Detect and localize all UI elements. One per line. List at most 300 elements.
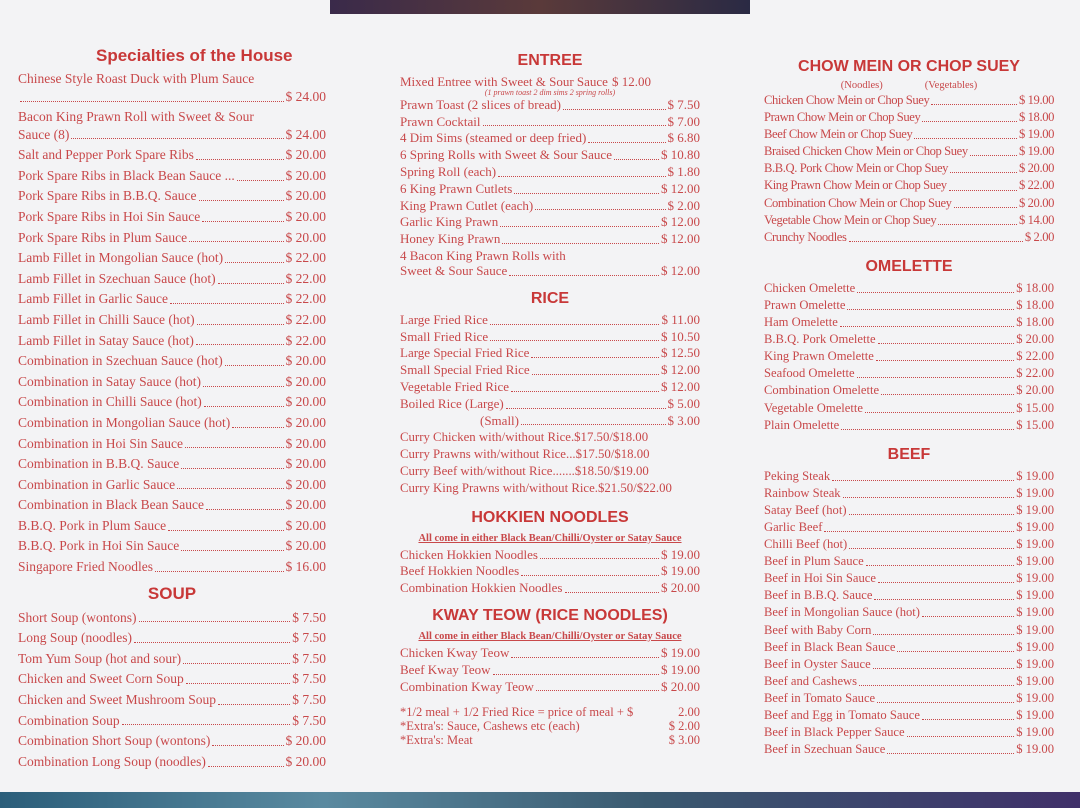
menu-item-name: Vegetable Chow Mein or Chop Suey bbox=[764, 212, 937, 227]
menu-item bbox=[18, 516, 326, 537]
menu-item-name: Prawn Chow Mein or Chop Suey bbox=[764, 110, 921, 125]
menu-item-name: Chicken Hokkien Noodles bbox=[400, 546, 538, 562]
menu-item-price: $ 7.00 bbox=[667, 113, 700, 129]
menu-item-price: $ 10.50 bbox=[661, 328, 700, 344]
menu-item-price: $ 12.00 bbox=[661, 362, 700, 378]
menu-item-price: $ 20.00 bbox=[285, 497, 326, 513]
menu-item-price: $ 19.00 bbox=[1016, 725, 1054, 740]
leader-dots bbox=[950, 172, 1017, 173]
leader-dots bbox=[203, 386, 284, 387]
menu-item-price: $ 12.50 bbox=[661, 345, 700, 361]
specialties-list bbox=[18, 145, 326, 577]
menu-item bbox=[400, 130, 700, 147]
menu-item-name: King Prawn Chow Mein or Chop Suey bbox=[764, 178, 947, 193]
menu-item-price: $ 7.50 bbox=[667, 96, 700, 112]
menu-item bbox=[400, 263, 700, 280]
leader-dots bbox=[155, 571, 284, 572]
menu-item bbox=[400, 97, 700, 114]
leader-dots bbox=[189, 241, 283, 242]
menu-item-price: $ 22.00 bbox=[1016, 366, 1054, 381]
leader-dots bbox=[225, 365, 284, 366]
menu-item-price: $ 2.00 bbox=[668, 719, 700, 734]
menu-item-name: Spring Roll (each) bbox=[400, 163, 497, 179]
omelette-list bbox=[764, 280, 1054, 434]
menu-item bbox=[18, 166, 326, 187]
menu-item bbox=[18, 731, 326, 752]
menu-item-name: 6 King Prawn Cutlets bbox=[400, 180, 513, 196]
menu-item-price: $ 12.00 bbox=[611, 74, 651, 89]
menu-item bbox=[764, 417, 1054, 434]
menu-item-price: $ 20.00 bbox=[1016, 332, 1054, 347]
column-left bbox=[18, 46, 326, 772]
soup-list bbox=[18, 608, 326, 773]
menu-item bbox=[764, 195, 1054, 212]
leader-dots bbox=[181, 550, 283, 551]
menu-item-name: Chicken and Sweet Corn Soup bbox=[18, 671, 184, 687]
leader-dots bbox=[878, 343, 1015, 344]
menu-item bbox=[764, 229, 1054, 246]
menu-item-name: Lamb Fillet in Satay Sauce (hot) bbox=[18, 332, 194, 348]
leader-dots bbox=[218, 704, 290, 705]
menu-item bbox=[764, 348, 1054, 365]
leader-dots bbox=[134, 642, 290, 643]
menu-item-name: Rainbow Steak bbox=[764, 485, 841, 500]
menu-item bbox=[400, 580, 700, 597]
leader-dots bbox=[876, 360, 1014, 361]
menu-item-price: $ 19.00 bbox=[1016, 639, 1054, 654]
menu-item-name: Vegetable Omelette bbox=[764, 400, 863, 415]
leader-dots bbox=[196, 344, 284, 345]
menu-item bbox=[764, 109, 1054, 126]
curry-line: Curry Chicken with/without Rice.$17.50/$18.00 bbox=[400, 430, 649, 445]
menu-item-price: $ 19.00 bbox=[1019, 144, 1054, 159]
menu-item bbox=[764, 382, 1054, 399]
entree-list bbox=[400, 97, 700, 248]
menu-item-price: $ 19.00 bbox=[661, 546, 700, 562]
menu-item-price: $ 19.00 bbox=[1019, 127, 1054, 142]
menu-item-price: $ 19.00 bbox=[1016, 485, 1054, 500]
leader-dots bbox=[20, 101, 284, 102]
menu-item-name: Beef in Szechuan Sauce bbox=[764, 742, 886, 757]
menu-item bbox=[400, 147, 700, 164]
leader-dots bbox=[877, 702, 1014, 703]
curry-line: Curry King Prawns with/without Rice.$21.50/$22.00 bbox=[400, 480, 672, 495]
leader-dots bbox=[881, 394, 1014, 395]
menu-item-price: $ 2.00 bbox=[1024, 229, 1054, 244]
leader-dots bbox=[832, 480, 1014, 481]
menu-item bbox=[18, 289, 326, 310]
menu-item-name: Sauce (8) bbox=[18, 126, 70, 142]
menu-item-name: Pork Spare Ribs in B.B.Q. Sauce bbox=[18, 188, 197, 204]
leader-dots bbox=[954, 207, 1017, 208]
leader-dots bbox=[878, 582, 1014, 583]
menu-item-name: Small Special Fried Rice bbox=[400, 362, 530, 378]
leader-dots bbox=[914, 138, 1017, 139]
menu-item-name: Large Fried Rice bbox=[400, 311, 488, 327]
menu-item bbox=[764, 143, 1054, 160]
menu-item-price: $ 18.00 bbox=[1016, 315, 1054, 330]
menu-item-name: Mixed Entree with Sweet & Sour Sauce bbox=[400, 74, 608, 89]
menu-item-price: $ 19.00 bbox=[1016, 622, 1054, 637]
leader-dots bbox=[938, 224, 1017, 225]
menu-item-name: King Prawn Omelette bbox=[764, 349, 874, 364]
menu-item bbox=[18, 392, 326, 413]
menu-item bbox=[400, 114, 700, 131]
menu-item-price: $ 18.00 bbox=[1019, 110, 1054, 125]
menu-item bbox=[18, 413, 326, 434]
vegetables-label: (Vegetables) bbox=[924, 80, 978, 91]
menu-item bbox=[18, 649, 326, 670]
menu-item-price: $ 20.00 bbox=[285, 229, 326, 245]
menu-item-price: $ 20.00 bbox=[285, 733, 326, 749]
menu-item bbox=[400, 345, 700, 362]
leader-dots bbox=[907, 736, 1015, 737]
menu-item-price: $ 20.00 bbox=[285, 394, 326, 410]
leader-dots bbox=[196, 159, 284, 160]
leader-dots bbox=[186, 683, 291, 684]
menu-item-price: $ 15.00 bbox=[1016, 400, 1054, 415]
menu-item-name: Small Fried Rice bbox=[400, 328, 489, 344]
menu-item-name: Prawn Toast (2 slices of bread) bbox=[400, 96, 561, 112]
menu-item-name: Beef in B.B.Q. Sauce bbox=[764, 588, 873, 603]
menu-item bbox=[764, 280, 1054, 297]
menu-item bbox=[764, 92, 1054, 109]
menu-item-name: B.B.Q. Pork Omelette bbox=[764, 332, 876, 347]
hokkien-sauce-note: All come in either Black Bean/Chilli/Oyster or Satay Sauce bbox=[418, 532, 682, 544]
omelette-heading: OMELETTE bbox=[865, 257, 953, 275]
leader-dots bbox=[970, 155, 1017, 156]
menu-item-name: Beef with Baby Corn bbox=[764, 622, 872, 637]
soup-heading: SOUP bbox=[147, 583, 197, 603]
menu-item-price: $ 1.80 bbox=[667, 163, 700, 179]
menu-item-name: *Extra's: Meat bbox=[400, 733, 473, 748]
leader-dots bbox=[847, 309, 1014, 310]
menu-item-name: Chicken Chow Mein or Chop Suey bbox=[764, 93, 930, 107]
curry-line: Curry Beef with/without Rice.......$18.50/$19.00 bbox=[400, 463, 649, 478]
leader-dots bbox=[588, 142, 665, 143]
leader-dots bbox=[532, 374, 659, 375]
menu-item bbox=[18, 557, 326, 578]
menu-item-name: Crunchy Noodles bbox=[764, 229, 847, 244]
noodles-label: (Noodles) bbox=[840, 80, 883, 91]
menu-item bbox=[18, 628, 326, 649]
menu-item-name: Beef Chow Mein or Chop Suey bbox=[764, 127, 913, 142]
leader-dots bbox=[857, 292, 1014, 293]
menu-item-name: Combination Short Soup (wontons) bbox=[18, 733, 211, 749]
menu-item bbox=[764, 673, 1054, 690]
column-right bbox=[764, 58, 1054, 758]
menu-item bbox=[18, 690, 326, 711]
menu-item-price: $ 18.00 bbox=[1016, 297, 1054, 312]
leader-dots bbox=[897, 651, 1014, 652]
menu-item bbox=[400, 679, 700, 696]
menu-item-name: Pork Spare Ribs in Black Bean Sauce ... bbox=[18, 167, 235, 183]
curry-line: Curry Prawns with/without Rice...$17.50/$18.00 bbox=[400, 447, 650, 462]
chow-mein-sublabels bbox=[764, 80, 1054, 92]
menu-item bbox=[18, 186, 326, 207]
menu-item-name: Chilli Beef (hot) bbox=[764, 537, 848, 552]
menu-item bbox=[764, 400, 1054, 417]
menu-item-name: Singapore Fried Noodles bbox=[18, 559, 153, 575]
menu-item-price: 2.00 bbox=[678, 705, 700, 720]
menu-item bbox=[764, 707, 1054, 724]
menu-item-price: $ 22.00 bbox=[1016, 349, 1054, 364]
menu-item bbox=[400, 705, 700, 719]
menu-item bbox=[764, 485, 1054, 502]
menu-item-price: $ 20.00 bbox=[285, 538, 326, 554]
menu-item bbox=[18, 228, 326, 249]
menu-item-name: Chicken and Sweet Mushroom Soup bbox=[18, 692, 216, 708]
menu-item-price: $ 22.00 bbox=[285, 311, 326, 327]
menu-item bbox=[764, 587, 1054, 604]
menu-item-name: *Extra's: Sauce, Cashews etc (each) bbox=[400, 719, 580, 734]
menu-item-price: $ 7.50 bbox=[292, 671, 326, 687]
menu-item-name: Salt and Pepper Pork Spare Ribs bbox=[18, 147, 194, 163]
menu-item bbox=[400, 329, 700, 346]
menu-item-name: Peking Steak bbox=[764, 468, 831, 483]
menu-item bbox=[400, 413, 700, 430]
leader-dots bbox=[521, 424, 666, 425]
leader-dots bbox=[874, 599, 1014, 600]
menu-item-price: $ 20.00 bbox=[285, 353, 326, 369]
menu-item bbox=[400, 379, 700, 396]
menu-item-price: $ 14.00 bbox=[1019, 212, 1054, 227]
menu-item-name: 4 Bacon King Prawn Rolls with bbox=[400, 247, 566, 263]
leader-dots bbox=[204, 406, 284, 407]
menu-item bbox=[764, 724, 1054, 741]
menu-item-price: $ 18.00 bbox=[1016, 280, 1054, 295]
menu-item bbox=[400, 362, 700, 379]
menu-item bbox=[400, 733, 700, 747]
menu-item-name: Ham Omelette bbox=[764, 315, 838, 330]
menu-item-name: Chicken Omelette bbox=[764, 280, 856, 295]
menu-item bbox=[400, 181, 700, 198]
leader-dots bbox=[225, 262, 283, 263]
footnotes bbox=[400, 705, 700, 747]
menu-item bbox=[764, 365, 1054, 382]
hokkien-list bbox=[400, 547, 700, 597]
menu-item-price: $ 10.80 bbox=[661, 147, 700, 163]
kway-teow-heading: KWAY TEOW (RICE NOODLES) bbox=[432, 606, 668, 624]
menu-item-name: Combination in B.B.Q. Sauce bbox=[18, 456, 180, 472]
leader-dots bbox=[840, 326, 1014, 327]
column-middle bbox=[400, 52, 700, 747]
leader-dots bbox=[563, 109, 666, 110]
menu-item-price: $ 22.00 bbox=[285, 332, 326, 348]
menu-item-name: Beef in Black Pepper Sauce bbox=[764, 725, 905, 740]
leader-dots bbox=[199, 200, 284, 201]
leader-dots bbox=[857, 377, 1015, 378]
menu-item bbox=[764, 570, 1054, 587]
leader-dots bbox=[206, 509, 284, 510]
menu-item bbox=[400, 312, 700, 329]
menu-item-name: Combination in Satay Sauce (hot) bbox=[18, 373, 201, 389]
leader-dots bbox=[540, 558, 659, 559]
menu-item-price: $ 22.00 bbox=[285, 250, 326, 266]
menu-item-name: Combination in Hoi Sin Sauce bbox=[18, 435, 183, 451]
leader-dots bbox=[521, 575, 659, 576]
leader-dots bbox=[185, 447, 284, 448]
menu-item bbox=[18, 434, 326, 455]
menu-item-price: $ 20.00 bbox=[1019, 161, 1054, 176]
beef-list bbox=[764, 468, 1054, 759]
menu-item bbox=[18, 372, 326, 393]
menu-item-name: Boiled Rice (Large) bbox=[400, 395, 504, 411]
menu-item-price: $ 20.00 bbox=[285, 414, 326, 430]
menu-item-name: Vegetable Fried Rice bbox=[400, 378, 510, 394]
menu-item bbox=[18, 310, 326, 331]
menu-item-name: Beef and Cashews bbox=[764, 673, 858, 688]
menu-item-price: $ 19.00 bbox=[1016, 742, 1054, 757]
menu-item-name: *1/2 meal + 1/2 Fried Rice = price of meal + $ bbox=[400, 705, 634, 720]
menu-item-price: $ 19.00 bbox=[1019, 93, 1054, 107]
entree-note: (1 prawn toast 2 dim sims 2 spring rolls) bbox=[484, 87, 616, 97]
menu-item-name: Beef in Plum Sauce bbox=[764, 554, 864, 569]
menu-item bbox=[764, 177, 1054, 194]
menu-item-name: Combination Soup bbox=[18, 712, 120, 728]
menu-item-name: Satay Beef (hot) bbox=[764, 502, 847, 517]
leader-dots bbox=[565, 592, 660, 593]
menu-item-price: $ 22.00 bbox=[285, 291, 326, 307]
menu-item-price: $ 12.00 bbox=[661, 214, 700, 230]
menu-item bbox=[764, 331, 1054, 348]
menu-item-price: $ 7.50 bbox=[292, 650, 326, 666]
leader-dots bbox=[500, 226, 659, 227]
leader-dots bbox=[866, 565, 1015, 566]
menu-item-name: Seafood Omelette bbox=[764, 366, 855, 381]
menu-item-price: $ 6.80 bbox=[667, 130, 700, 146]
leader-dots bbox=[181, 468, 283, 469]
leader-dots bbox=[212, 745, 283, 746]
chow-mein-heading: CHOW MEIN OR CHOP SUEY bbox=[798, 58, 1020, 75]
menu-item-price: $ 15.00 bbox=[1016, 417, 1054, 432]
menu-item bbox=[764, 622, 1054, 639]
leader-dots bbox=[873, 634, 1014, 635]
menu-item-name: Combination Long Soup (noodles) bbox=[18, 753, 206, 769]
menu-item-price: $ 19.00 bbox=[1016, 468, 1054, 483]
leader-dots bbox=[922, 719, 1014, 720]
menu-item-name: Lamb Fillet in Szechuan Sauce (hot) bbox=[18, 270, 216, 286]
menu-item bbox=[18, 351, 326, 372]
menu-item-name: Combination in Szechuan Sauce (hot) bbox=[18, 353, 223, 369]
leader-dots bbox=[873, 668, 1015, 669]
menu-item-price: $ 11.00 bbox=[661, 311, 700, 327]
menu-item-price: $ 12.00 bbox=[661, 180, 700, 196]
menu-item bbox=[18, 269, 326, 290]
leader-dots bbox=[514, 193, 659, 194]
menu-item bbox=[18, 331, 326, 352]
leader-dots bbox=[865, 412, 1014, 413]
menu-item-name: B.B.Q. Pork Chow Mein or Chop Suey bbox=[764, 161, 949, 176]
rice-heading: RICE bbox=[530, 289, 570, 307]
menu-item-price: $ 7.50 bbox=[292, 609, 326, 625]
menu-item bbox=[764, 656, 1054, 673]
leader-dots bbox=[849, 514, 1015, 515]
menu-item-name: Beef in Hoi Sin Sauce bbox=[764, 571, 876, 586]
menu-item-price: $ 12.00 bbox=[661, 262, 700, 278]
kway-teow-sauce-note: All come in either Black Bean/Chilli/Oyster or Satay Sauce bbox=[418, 630, 682, 642]
leader-dots bbox=[535, 209, 665, 210]
menu-item-name: Garlic Beef bbox=[764, 519, 823, 534]
menu-item-price: $ 3.00 bbox=[667, 412, 700, 428]
menu-item-name: Braised Chicken Chow Mein or Chop Suey bbox=[764, 144, 968, 159]
background-top-strip bbox=[330, 0, 750, 14]
leader-dots bbox=[949, 190, 1017, 191]
menu-item bbox=[764, 639, 1054, 656]
menu-item-price: $ 7.50 bbox=[292, 712, 326, 728]
menu-item-price: $ 20.00 bbox=[1016, 383, 1054, 398]
menu-item-price: $ 19.00 bbox=[1016, 673, 1054, 688]
menu-item-price: $ 22.00 bbox=[285, 270, 326, 286]
menu-item-name: Combination Chow Mein or Chop Suey bbox=[764, 195, 952, 210]
menu-item-price: $ 19.00 bbox=[1016, 690, 1054, 705]
menu-item bbox=[764, 604, 1054, 621]
menu-item-price: $ 19.00 bbox=[1016, 519, 1054, 534]
leader-dots bbox=[849, 548, 1014, 549]
leader-dots bbox=[922, 121, 1017, 122]
menu-item bbox=[400, 645, 700, 662]
leader-dots bbox=[498, 176, 665, 177]
background-bottom-strip bbox=[0, 792, 1080, 808]
menu-item bbox=[764, 553, 1054, 570]
menu-item bbox=[18, 207, 326, 228]
menu-item-name: B.B.Q. Pork in Hoi Sin Sauce bbox=[18, 538, 180, 554]
menu-item bbox=[764, 536, 1054, 553]
menu-item bbox=[400, 662, 700, 679]
menu-item-price: $ 20.00 bbox=[285, 167, 326, 183]
leader-dots bbox=[931, 104, 1017, 105]
kway-teow-list bbox=[400, 645, 700, 695]
leader-dots bbox=[841, 429, 1014, 430]
menu-item-name: Combination Omelette bbox=[764, 383, 880, 398]
menu-item bbox=[764, 212, 1054, 229]
menu-item-name: Beef Hokkien Noodles bbox=[400, 563, 520, 579]
menu-item bbox=[18, 752, 326, 773]
leader-dots bbox=[511, 657, 659, 658]
entree-heading: ENTREE bbox=[517, 52, 583, 69]
menu-item-price: $ 22.00 bbox=[1019, 178, 1054, 193]
leader-dots bbox=[531, 357, 659, 358]
menu-item-name: Combination in Garlic Sauce bbox=[18, 476, 176, 492]
menu-item-name: Beef in Oyster Sauce bbox=[764, 656, 871, 671]
menu-item-name: Prawn Cocktail bbox=[400, 113, 481, 129]
menu-item bbox=[764, 741, 1054, 758]
leader-dots bbox=[183, 663, 290, 664]
leader-dots bbox=[922, 616, 1014, 617]
menu-item-price: $ 19.00 bbox=[1016, 554, 1054, 569]
menu-item-name: Long Soup (noodles) bbox=[18, 630, 132, 646]
menu-item-price: $ 19.00 bbox=[1016, 537, 1054, 552]
menu-item bbox=[18, 125, 326, 146]
menu-item bbox=[400, 547, 700, 564]
menu-item-name: Beef and Egg in Tomato Sauce bbox=[764, 708, 920, 722]
leader-dots bbox=[509, 275, 659, 276]
menu-item-name: Plain Omelette bbox=[764, 417, 840, 432]
menu-item-price: $ 20.00 bbox=[285, 753, 326, 769]
menu-item-name: Beef in Tomato Sauce bbox=[764, 690, 876, 705]
menu-item-name: Combination Kway Teow bbox=[400, 678, 534, 694]
menu-item-name: (Small) bbox=[480, 412, 519, 428]
menu-item bbox=[18, 87, 326, 108]
menu-item-price: $ 19.00 bbox=[1016, 708, 1054, 722]
menu-item-name: Lamb Fillet in Garlic Sauce bbox=[18, 291, 168, 307]
leader-dots bbox=[218, 283, 284, 284]
menu-item-price: $ 19.00 bbox=[1016, 605, 1054, 620]
menu-item bbox=[764, 126, 1054, 143]
menu-item bbox=[18, 608, 326, 629]
menu-item-name: Combination in Mongolian Sauce (hot) bbox=[18, 414, 231, 430]
menu-item-price: $ 19.00 bbox=[1016, 656, 1054, 671]
